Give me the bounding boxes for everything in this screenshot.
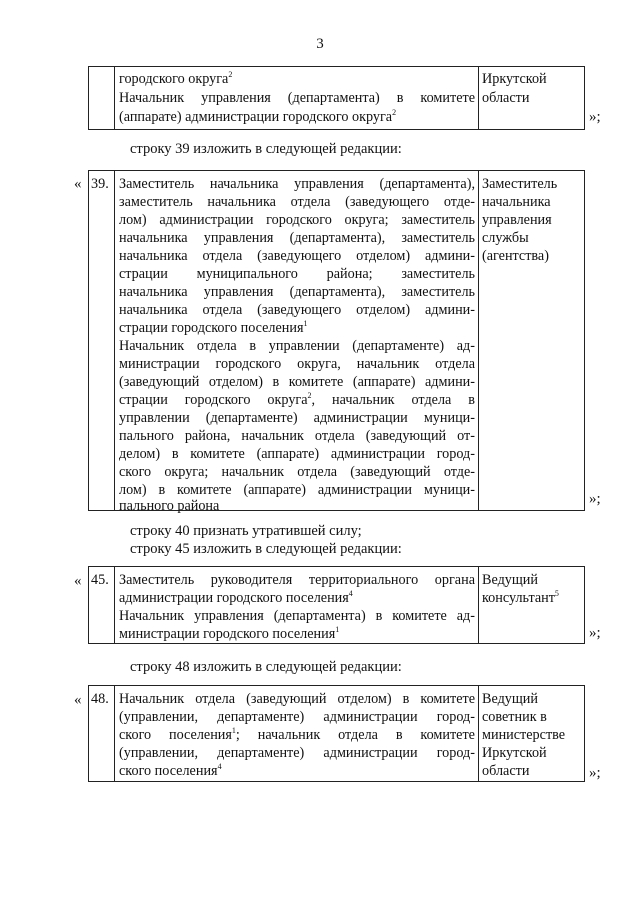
position-line: Начальник управления (департамента) в комитете (119, 90, 475, 106)
position-line: пального района (119, 498, 220, 514)
instruction-paragraph: строку 45 изложить в следующей редакции: (130, 541, 402, 557)
table-row-45 (88, 566, 585, 644)
position-line: министрации городского поселения$^1$ (119, 625, 340, 642)
position-line: управлении (департаменте) администрации муници- (119, 410, 475, 426)
equivalent-cell (479, 567, 584, 643)
position-line: лом) в комитете (аппарате) администрации муници- (119, 482, 475, 498)
close-quote: »; (589, 765, 601, 781)
position-line: страции муниципального района; заместитель (119, 266, 475, 282)
position-line: делом) в комитете (аппарате) администрации город- (119, 446, 475, 462)
position-line: ского поселения$^4$ (119, 762, 222, 779)
position-line: (аппарате) администрации городского округа$^2$ (119, 108, 397, 125)
row-number: 48. (91, 691, 109, 707)
equivalent-line: Заместитель (482, 176, 558, 192)
number-cell (89, 67, 115, 129)
equivalent-line: консультант$^5$ (482, 589, 559, 606)
position-line: министрации городского округа, начальник отдела (119, 356, 475, 372)
position-line: пального района, начальник отдела (заведующий от- (119, 428, 475, 444)
equivalent-line: области (482, 763, 530, 779)
equivalent-cell (479, 67, 584, 129)
page-number: 3 (316, 36, 324, 52)
position-cell (115, 567, 479, 643)
equivalent-line: советник в (482, 709, 547, 725)
position-line: (управлении, департаменте) администрации город- (119, 745, 475, 761)
equivalent-line: Ведущий (482, 572, 538, 588)
equivalent-line: министерстве (482, 727, 566, 743)
position-cell (115, 171, 479, 514)
position-line: (управлении, департаменте) администрации город- (119, 709, 475, 725)
close-quote: »; (589, 625, 601, 641)
position-line: начальника отдела (заведующего отделом) админи- (119, 248, 475, 264)
position-line: начальника управления (департамента), заместитель (119, 230, 475, 246)
open-quote: « (74, 692, 82, 708)
position-line: Начальник отдела в управлении (департаменте) ад- (119, 338, 475, 354)
position-line: страции городского округа$^2$, начальник отдела в (119, 391, 475, 408)
table-row-39 (88, 170, 585, 514)
close-quote: »; (589, 109, 601, 125)
equivalent-line: управления (482, 212, 552, 228)
position-line: ского округа; начальник отдела (заведующий отде- (119, 464, 475, 480)
equivalent-line: начальника (482, 194, 551, 210)
position-cell (115, 67, 479, 129)
position-line: Начальник управления (департамента) в комитете ад- (119, 608, 475, 624)
position-line: Заместитель руководителя территориального органа (119, 572, 475, 588)
position-line: (заведующий отделом) в комитете (аппарате) админи- (119, 374, 475, 390)
equivalent-cell (479, 686, 584, 781)
close-quote: »; (589, 491, 601, 507)
instruction-paragraph: строку 48 изложить в следующей редакции: (130, 659, 402, 675)
open-quote: « (74, 176, 82, 192)
position-line: страции городского поселения$^1$ (119, 319, 308, 336)
equivalent-cell (479, 171, 584, 510)
position-cell (115, 686, 479, 781)
equivalent-line: (агентства) (482, 248, 549, 264)
equivalent-line: службы (482, 230, 529, 246)
equivalent-line: Ведущий (482, 691, 538, 707)
equivalent-line: Иркутской (482, 745, 547, 761)
position-line: лом) администрации городского округа; заместитель (119, 212, 475, 228)
instruction-paragraph: строку 39 изложить в следующей редакции: (130, 141, 402, 157)
number-cell (89, 567, 115, 643)
equivalent-line: Иркутской (482, 71, 547, 87)
instruction-paragraph: строку 40 признать утратившей силу; (130, 523, 362, 539)
position-line: начальника отдела (заведующего отделом) админи- (119, 302, 475, 318)
position-line: заместитель начальника отдела (заведующего отде- (119, 194, 475, 210)
position-line: Начальник отдела (заведующий отделом) в комитете (119, 691, 475, 707)
position-line: городского округа$^2$ (119, 70, 233, 87)
row-number: 39. (91, 176, 109, 192)
open-quote: « (74, 573, 82, 589)
number-cell (89, 686, 115, 781)
table-row-continuation (88, 66, 585, 130)
position-line: Заместитель начальника управления (департамента), (119, 176, 475, 192)
position-line: начальника управления (департамента), заместитель (119, 284, 475, 300)
row-number: 45. (91, 572, 109, 588)
position-line: ского поселения$^1$; начальник отдела в комитете (119, 726, 475, 743)
table-row-48 (88, 685, 585, 782)
number-cell (89, 171, 115, 510)
position-line: администрации городского поселения$^4$ (119, 589, 353, 606)
equivalent-line: области (482, 90, 530, 106)
